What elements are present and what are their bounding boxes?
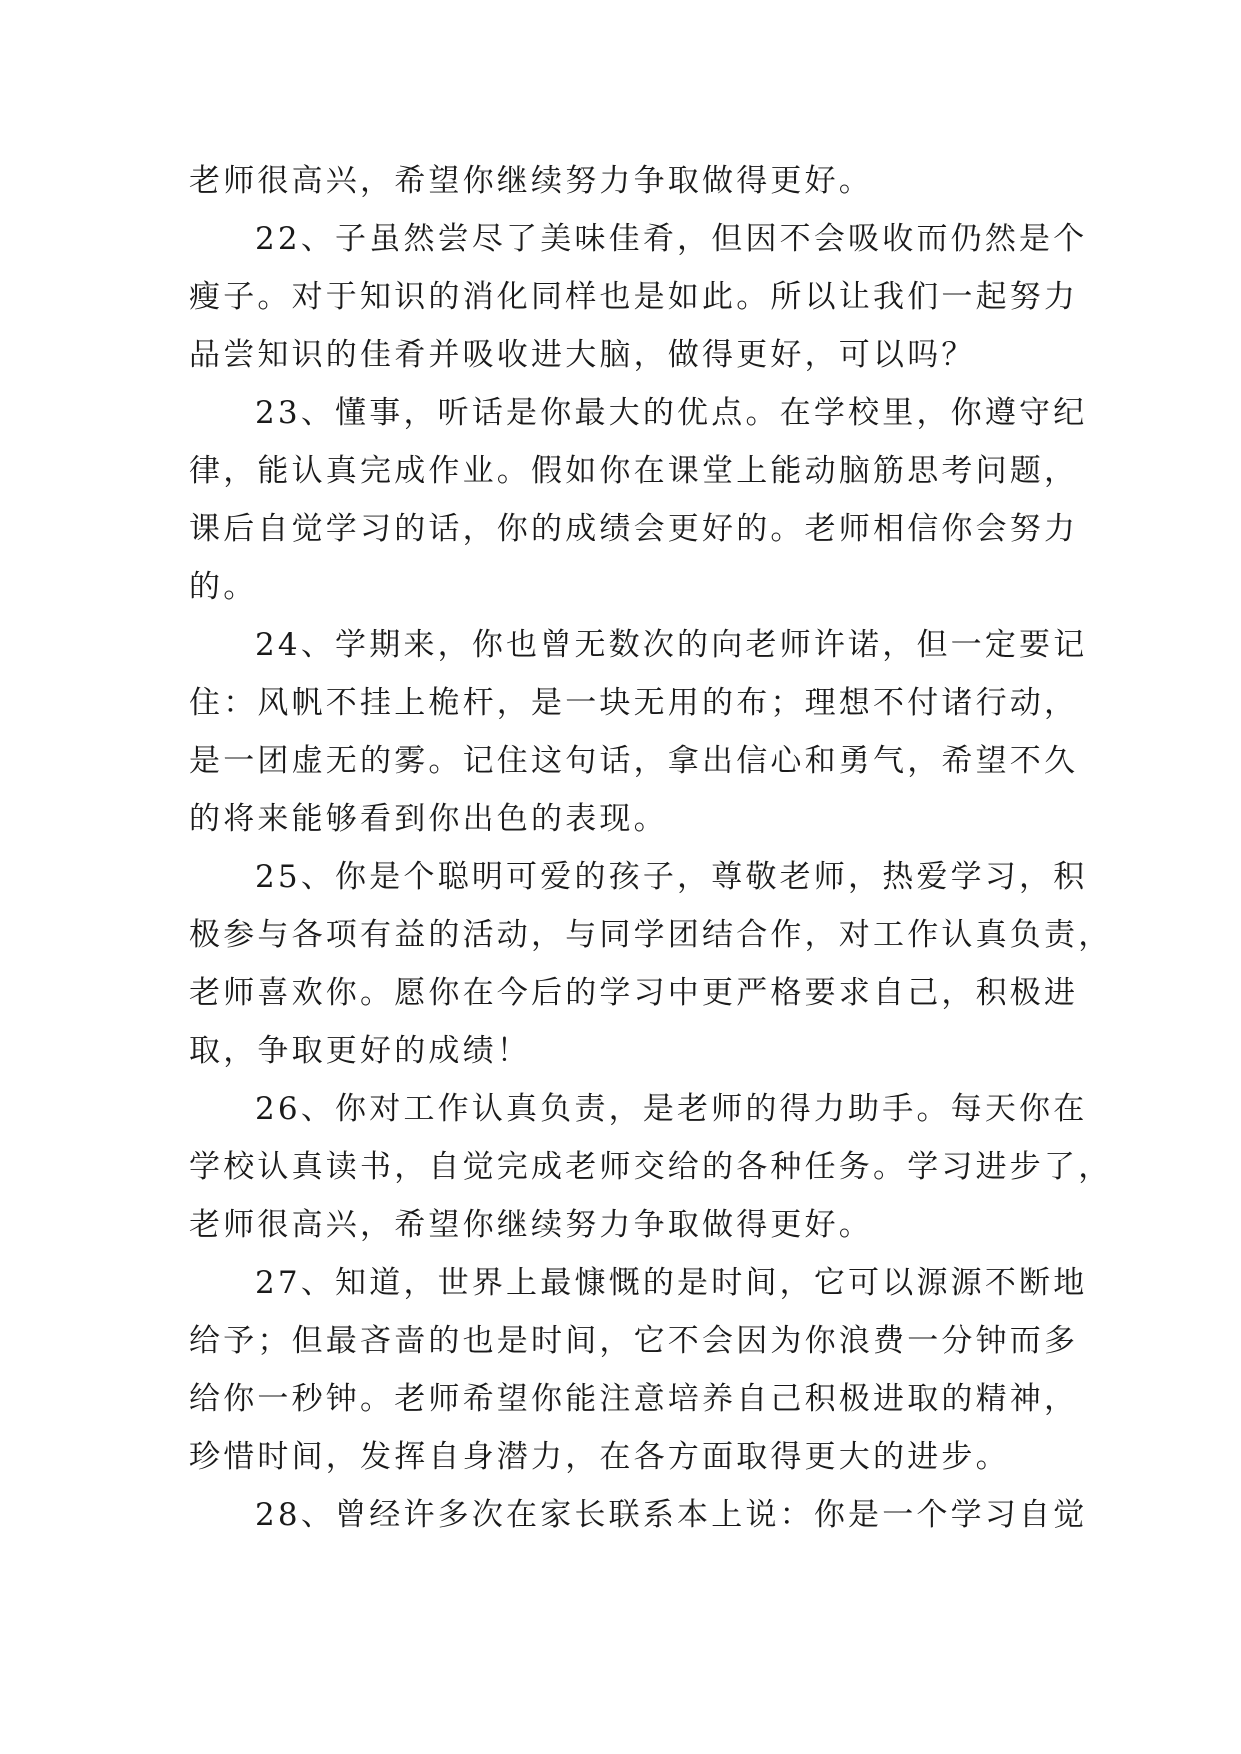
text-line: 24、学期来，你也曾无数次的向老师许诺，但一定要记 <box>255 627 1088 663</box>
text-line: 住：风帆不挂上桅杆，是一块无用的布；理想不付诸行动， <box>189 685 1079 721</box>
text-line: 极参与各项有益的活动，与同学团结合作，对工作认真负责， <box>189 917 1113 953</box>
text-line: 26、你对工作认真负责，是老师的得力助手。每天你在 <box>255 1091 1088 1127</box>
text-line: 的。 <box>189 569 258 605</box>
text-line: 23、懂事，听话是你最大的优点。在学校里，你遵守纪 <box>255 395 1088 431</box>
text-line: 的将来能够看到你出色的表现。 <box>189 801 668 837</box>
text-line: 律，能认真完成作业。假如你在课堂上能动脑筋思考问题， <box>189 453 1079 489</box>
text-line: 学校认真读书，自觉完成老师交给的各种任务。学习进步了， <box>189 1149 1113 1185</box>
text-line: 27、知道，世界上最慷慨的是时间，它可以源源不断地 <box>255 1265 1088 1301</box>
text-line: 给你一秒钟。老师希望你能注意培养自己积极进取的精神， <box>189 1381 1079 1417</box>
text-line: 品尝知识的佳肴并吸收进大脑，做得更好，可以吗？ <box>189 337 976 373</box>
text-line: 是一团虚无的雾。记住这句话，拿出信心和勇气，希望不久 <box>189 743 1079 779</box>
text-line: 珍惜时间，发挥自身潜力，在各方面取得更大的进步。 <box>189 1439 1010 1475</box>
text-line: 取，争取更好的成绩！ <box>189 1033 531 1069</box>
text-line: 22、子虽然尝尽了美味佳肴，但因不会吸收而仍然是个 <box>255 221 1088 257</box>
text-line: 老师很高兴，希望你继续努力争取做得更好。 <box>189 1207 873 1243</box>
text-line: 给予；但最吝啬的也是时间，它不会因为你浪费一分钟而多 <box>189 1323 1079 1359</box>
text-line: 老师喜欢你。愿你在今后的学习中更严格要求自己，积极进 <box>189 975 1079 1011</box>
text-line: 28、曾经许多次在家长联系本上说：你是一个学习自觉 <box>255 1497 1088 1533</box>
text-line: 瘦子。对于知识的消化同样也是如此。所以让我们一起努力 <box>189 279 1079 315</box>
text-line: 课后自觉学习的话，你的成绩会更好的。老师相信你会努力 <box>189 511 1079 547</box>
text-line: 25、你是个聪明可爱的孩子，尊敬老师，热爱学习，积 <box>255 859 1088 895</box>
text-line: 老师很高兴，希望你继续努力争取做得更好。 <box>189 163 873 199</box>
